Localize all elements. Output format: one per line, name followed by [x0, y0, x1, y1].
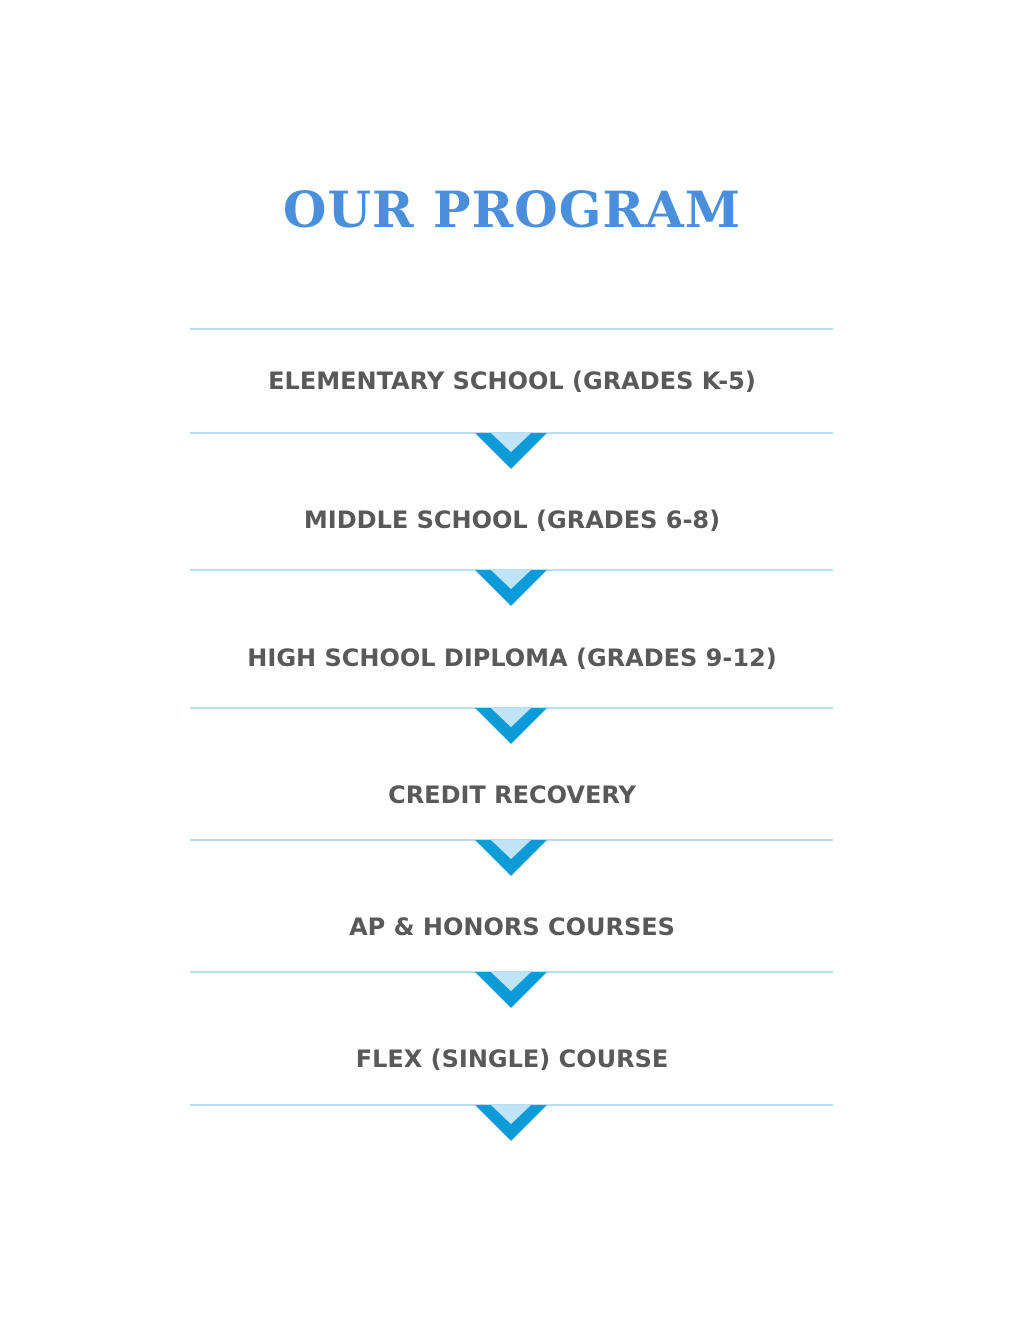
chevron-down-icon [475, 707, 547, 745]
program-item-elementary-school[interactable]: ELEMENTARY SCHOOL (GRADES K-5) [268, 367, 756, 395]
chevron-down-icon [475, 569, 547, 607]
chevron-down-icon [475, 432, 547, 470]
chevron-down-icon [475, 971, 547, 1009]
divider [190, 328, 833, 330]
page-title: OUR PROGRAM [282, 180, 742, 239]
program-item-credit-recovery[interactable]: CREDIT RECOVERY [388, 781, 636, 809]
program-item-flex-single-course[interactable]: FLEX (SINGLE) COURSE [355, 1045, 669, 1073]
program-item-middle-school[interactable]: MIDDLE SCHOOL (GRADES 6-8) [303, 506, 721, 534]
chevron-down-icon [475, 839, 547, 877]
program-item-ap-honors-courses[interactable]: AP & HONORS COURSES [349, 913, 675, 941]
chevron-down-icon [475, 1104, 547, 1142]
program-item-high-school-diploma[interactable]: HIGH SCHOOL DIPLOMA (GRADES 9-12) [247, 644, 777, 672]
